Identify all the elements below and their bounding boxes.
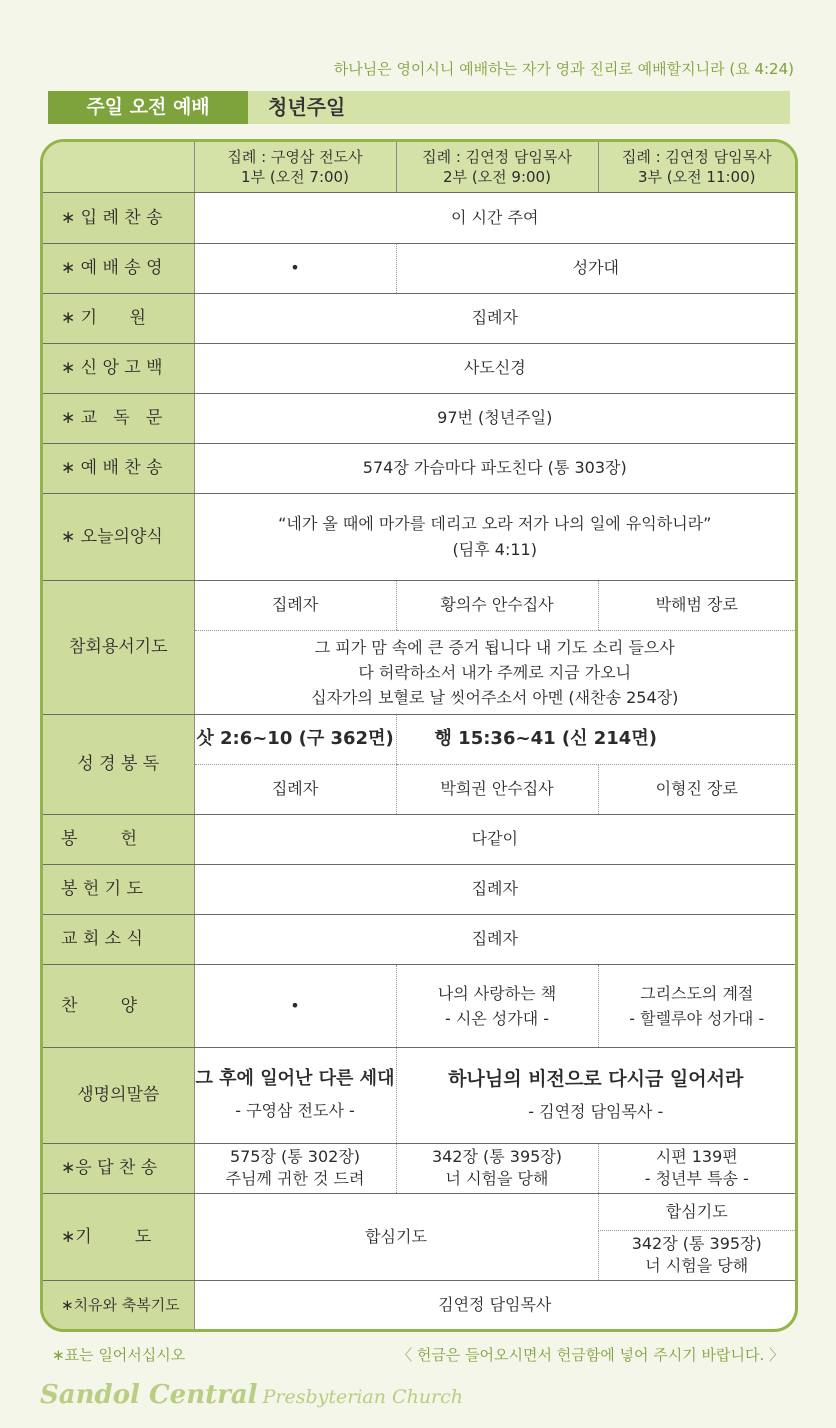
scripture-reader-3: 이형진 장로	[598, 764, 795, 814]
service-2-leader: 집례 : 김연정 담임목사	[422, 147, 572, 166]
church-type: Presbyterian Church	[262, 1386, 464, 1408]
row-worship-hymn	[43, 443, 795, 493]
service-1-time: 1부 (오전 7:00)	[241, 167, 349, 186]
row-sermon	[43, 1047, 795, 1143]
row-response-hymn	[43, 1143, 795, 1193]
response-hymn-1-title: 주님께 귀한 것 드려	[225, 1169, 365, 1188]
row-blessing	[43, 1280, 795, 1329]
service-3-leader: 집례 : 김연정 담임목사	[621, 147, 772, 166]
response-hymn-2-number: 342장 (통 395장)	[431, 1147, 563, 1166]
row-confession-people	[43, 580, 795, 630]
label-offering: 봉 헌	[43, 814, 194, 864]
row-entrance-hymn	[43, 192, 795, 243]
label-entrance-hymn: ∗ 입 례 찬 송	[43, 192, 194, 243]
prayer-12: 합심기도	[194, 1193, 598, 1280]
label-creed: ∗ 신 앙 고 백	[43, 343, 194, 393]
scripture-reader-2: 박희권 안수집사	[396, 764, 598, 814]
response-hymn-3	[598, 1143, 795, 1193]
title-bar	[48, 91, 790, 124]
value-worship-song-1: •	[194, 243, 396, 293]
row-praise	[43, 964, 795, 1047]
row-scripture-passages	[43, 714, 795, 764]
response-hymn-1	[194, 1143, 396, 1193]
row-offering	[43, 814, 795, 864]
church-logo	[40, 1380, 463, 1410]
row-offering-prayer	[43, 864, 795, 914]
scripture-reader-1: 집례자	[194, 764, 396, 814]
service-2-header	[396, 142, 598, 192]
label-confession: 참회용서기도	[43, 580, 194, 714]
label-praise: 찬 양	[43, 964, 194, 1047]
prayer-3-hymn	[598, 1230, 795, 1280]
praise-3	[598, 964, 795, 1047]
offering-note: 〈 헌금은 들어오시면서 헌금함에 넣어 주시기 바랍니다. 〉	[397, 1346, 784, 1364]
value-daily-bread	[194, 493, 795, 580]
value-worship-hymn: 574장 가슴마다 파도친다 (통 303장)	[194, 443, 795, 493]
praise-3-title: 그리스도의 계절	[640, 983, 754, 1003]
stand-note: ∗표는 일어서십시오	[52, 1346, 186, 1364]
value-responsive-reading: 97번 (청년주일)	[194, 393, 795, 443]
row-church-news	[43, 914, 795, 964]
label-responsive-reading: ∗ 교 독 문	[43, 393, 194, 443]
confession-line-2: 다 허락하소서 내가 주께로 지금 가오니	[358, 662, 632, 682]
praise-2-title: 나의 사랑하는 책	[437, 983, 557, 1003]
value-offering: 다같이	[194, 814, 795, 864]
service-title: 주일 오전 예배	[48, 91, 248, 124]
label-invocation: ∗ 기 원	[43, 293, 194, 343]
label-sermon: 생명의말씀	[43, 1047, 194, 1143]
service-3-time: 3부 (오전 11:00)	[638, 167, 756, 186]
value-church-news: 집례자	[194, 914, 795, 964]
value-blessing: 김연정 담임목사	[438, 1294, 552, 1314]
service-1-leader: 집례 : 구영삼 전도사	[227, 147, 363, 166]
praise-2	[396, 964, 598, 1047]
response-hymn-3-psalm: 시편 139편	[655, 1147, 738, 1166]
label-response-hymn: ∗응 답 찬 송	[43, 1143, 194, 1193]
service-theme: 청년주일	[268, 95, 346, 119]
service-1-header	[194, 142, 396, 192]
daily-bread-ref: (딤후 4:11)	[452, 539, 537, 559]
scripture-passage-23: 행 15:36~41 (신 214면)	[396, 714, 795, 764]
response-hymn-2-title: 너 시험을 당해	[445, 1169, 549, 1188]
praise-2-choir: - 시온 성가대 -	[444, 1008, 550, 1028]
sermon-1	[194, 1047, 396, 1143]
value-invocation: 집례자	[194, 293, 795, 343]
prayer-3-number: 342장 (통 395장)	[631, 1234, 762, 1253]
header-corner	[43, 142, 194, 192]
church-name: Sandol Central	[40, 1380, 258, 1410]
header-row	[43, 142, 795, 192]
label-prayer: ∗기 도	[43, 1193, 194, 1280]
verse-header: 하나님은 영이시니 예배하는 자가 영과 진리로 예배할지니라 (요 4:24)	[333, 60, 794, 78]
confession-person-2: 황의수 안수집사	[396, 580, 598, 630]
service-3-header	[598, 142, 795, 192]
order-of-worship-table	[40, 139, 798, 1332]
value-worship-song-23: 성가대	[396, 243, 795, 293]
label-daily-bread: ∗ 오늘의양식	[43, 493, 194, 580]
row-prayer-top	[43, 1193, 795, 1230]
sermon-1-title: 그 후에 일어난 다른 세대	[195, 1068, 395, 1089]
row-responsive-reading	[43, 393, 795, 443]
value-offering-prayer: 집례자	[194, 864, 795, 914]
sermon-23	[396, 1047, 795, 1143]
response-hymn-1-number: 575장 (통 302장)	[229, 1147, 361, 1166]
praise-1: •	[194, 964, 396, 1047]
label-offering-prayer: 봉 헌 기 도	[43, 864, 194, 914]
label-church-news: 교 회 소 식	[43, 914, 194, 964]
sermon-23-title: 하나님의 비전으로 다시금 일어서라	[448, 1067, 744, 1090]
label-worship-song: ∗ 예 배 송 영	[43, 243, 194, 293]
service-2-time: 2부 (오전 9:00)	[443, 167, 551, 186]
confession-line-1: 그 피가 맘 속에 큰 증거 됩니다 내 기도 소리 들으사	[314, 637, 675, 657]
response-hymn-3-special: - 청년부 특송 -	[644, 1169, 749, 1188]
scripture-passage-1: 삿 2:6~10 (구 362면)	[194, 714, 396, 764]
praise-3-choir: - 할렐루야 성가대 -	[629, 1008, 765, 1028]
confession-line-3: 십자가의 보혈로 날 씻어주소서 아멘 (새찬송 254장)	[311, 687, 679, 707]
label-worship-hymn: ∗ 예 배 찬 송	[43, 443, 194, 493]
value-entrance-hymn: 이 시간 주여	[194, 192, 795, 243]
row-worship-song	[43, 243, 795, 293]
row-invocation	[43, 293, 795, 343]
daily-bread-verse: “네가 올 때에 마가를 데리고 오라 저가 나의 일에 유익하니라”	[278, 513, 712, 533]
confession-person-3: 박해범 장로	[598, 580, 795, 630]
prayer-3-top: 합심기도	[598, 1193, 795, 1230]
label-scripture: 성 경 봉 독	[43, 714, 194, 814]
row-daily-bread	[43, 493, 795, 580]
prayer-3-title: 너 시험을 당해	[645, 1256, 749, 1275]
confession-hymn	[194, 630, 795, 714]
sermon-23-speaker: - 김연정 담임목사 -	[528, 1101, 664, 1121]
label-blessing: ∗치유와 축복기도	[43, 1280, 194, 1329]
row-creed	[43, 343, 795, 393]
value-creed: 사도신경	[194, 343, 795, 393]
sermon-1-speaker: - 구영삼 전도사 -	[235, 1101, 355, 1120]
confession-person-1: 집례자	[194, 580, 396, 630]
response-hymn-2	[396, 1143, 598, 1193]
